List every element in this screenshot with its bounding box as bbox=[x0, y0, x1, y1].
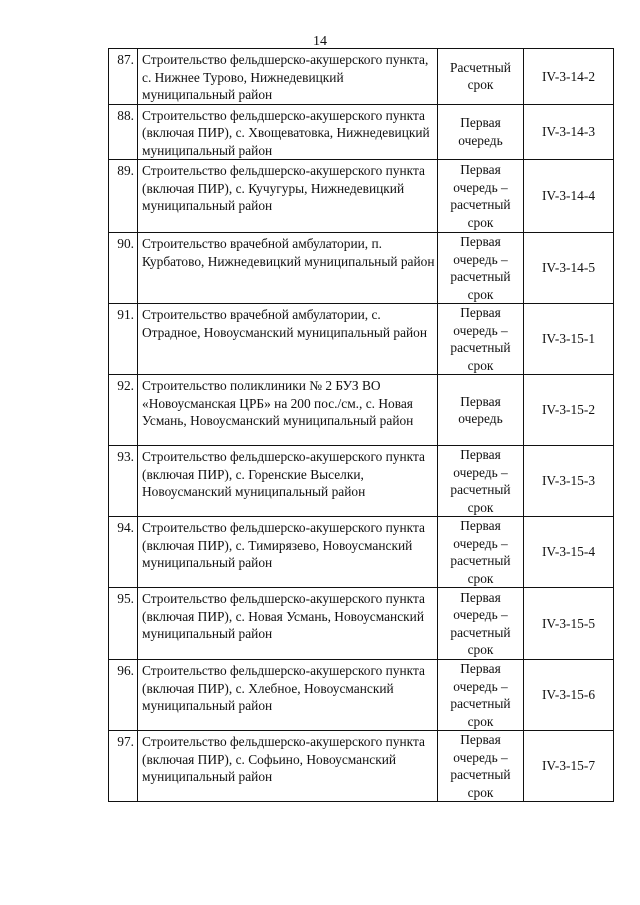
row-number: 96. bbox=[109, 660, 138, 731]
row-description: Строительство фельдшерско-акушерского пункта (включая ПИР), с. Хвощеватовка, Нижнедевицкий муниципальный район bbox=[138, 104, 438, 160]
row-number: 92. bbox=[109, 375, 138, 446]
row-code: IV-3-15-1 bbox=[524, 304, 614, 375]
row-term: Первая очередь – расчетный срок bbox=[438, 233, 524, 304]
row-term: Первая очередь – расчетный срок bbox=[438, 588, 524, 660]
row-description: Строительство фельдшерско-акушерского пункта, с. Нижнее Турово, Нижнедевицкий муниципальный район bbox=[138, 49, 438, 105]
row-description: Строительство врачебной амбулатории, с. Отрадное, Новоусманский муниципальный район bbox=[138, 304, 438, 375]
table-row bbox=[109, 233, 614, 304]
objects-table bbox=[108, 48, 614, 802]
row-code: IV-3-15-5 bbox=[524, 588, 614, 660]
table-row bbox=[109, 104, 614, 160]
table-row bbox=[109, 588, 614, 660]
row-code: IV-3-14-5 bbox=[524, 233, 614, 304]
table-row bbox=[109, 660, 614, 731]
row-description: Строительство врачебной амбулатории, п. Курбатово, Нижнедевицкий муниципальный район bbox=[138, 233, 438, 304]
row-description: Строительство поликлиники № 2 БУЗ ВО «Новоусманская ЦРБ» на 200 пос./см., с. Новая Усмань, Новоусманский муниципальный район bbox=[138, 375, 438, 446]
page-number: 14 bbox=[313, 34, 327, 49]
row-term: Первая очередь bbox=[438, 375, 524, 446]
row-number: 93. bbox=[109, 446, 138, 517]
table-row bbox=[109, 731, 614, 802]
row-description: Строительство фельдшерско-акушерского пункта (включая ПИР), с. Кучугуры, Нижнедевицкий муниципальный район bbox=[138, 160, 438, 233]
row-description: Строительство фельдшерско-акушерского пункта (включая ПИР), с. Хлебное, Новоусманский муниципальный район bbox=[138, 660, 438, 731]
row-code: IV-3-15-4 bbox=[524, 517, 614, 588]
table-row bbox=[109, 446, 614, 517]
row-term: Первая очередь – расчетный срок bbox=[438, 446, 524, 517]
row-number: 87. bbox=[109, 49, 138, 105]
table-row bbox=[109, 160, 614, 233]
row-term: Первая очередь – расчетный срок bbox=[438, 160, 524, 233]
row-code: IV-3-14-4 bbox=[524, 160, 614, 233]
row-term: Первая очередь – расчетный срок bbox=[438, 660, 524, 731]
row-description: Строительство фельдшерско-акушерского пункта (включая ПИР), с. Новая Усмань, Новоусманский муниципальный район bbox=[138, 588, 438, 660]
row-term: Расчетный срок bbox=[438, 49, 524, 105]
row-number: 94. bbox=[109, 517, 138, 588]
row-number: 88. bbox=[109, 104, 138, 160]
row-description: Строительство фельдшерско-акушерского пункта (включая ПИР), с. Тимирязево, Новоусманский муниципальный район bbox=[138, 517, 438, 588]
table-row bbox=[109, 375, 614, 446]
row-code: IV-3-14-3 bbox=[524, 104, 614, 160]
table-row bbox=[109, 304, 614, 375]
row-number: 91. bbox=[109, 304, 138, 375]
row-code: IV-3-15-3 bbox=[524, 446, 614, 517]
row-number: 95. bbox=[109, 588, 138, 660]
row-code: IV-3-14-2 bbox=[524, 49, 614, 105]
row-description: Строительство фельдшерско-акушерского пункта (включая ПИР), с. Софьино, Новоусманский муниципальный район bbox=[138, 731, 438, 802]
table-row bbox=[109, 517, 614, 588]
row-number: 90. bbox=[109, 233, 138, 304]
row-number: 97. bbox=[109, 731, 138, 802]
table-row bbox=[109, 49, 614, 105]
row-term: Первая очередь – расчетный срок bbox=[438, 304, 524, 375]
row-term: Первая очередь – расчетный срок bbox=[438, 517, 524, 588]
row-description: Строительство фельдшерско-акушерского пункта (включая ПИР), с. Горенские Выселки, Новоусманский муниципальный район bbox=[138, 446, 438, 517]
row-term: Первая очередь bbox=[438, 104, 524, 160]
row-number: 89. bbox=[109, 160, 138, 233]
row-term: Первая очередь – расчетный срок bbox=[438, 731, 524, 802]
row-code: IV-3-15-7 bbox=[524, 731, 614, 802]
row-code: IV-3-15-2 bbox=[524, 375, 614, 446]
row-code: IV-3-15-6 bbox=[524, 660, 614, 731]
